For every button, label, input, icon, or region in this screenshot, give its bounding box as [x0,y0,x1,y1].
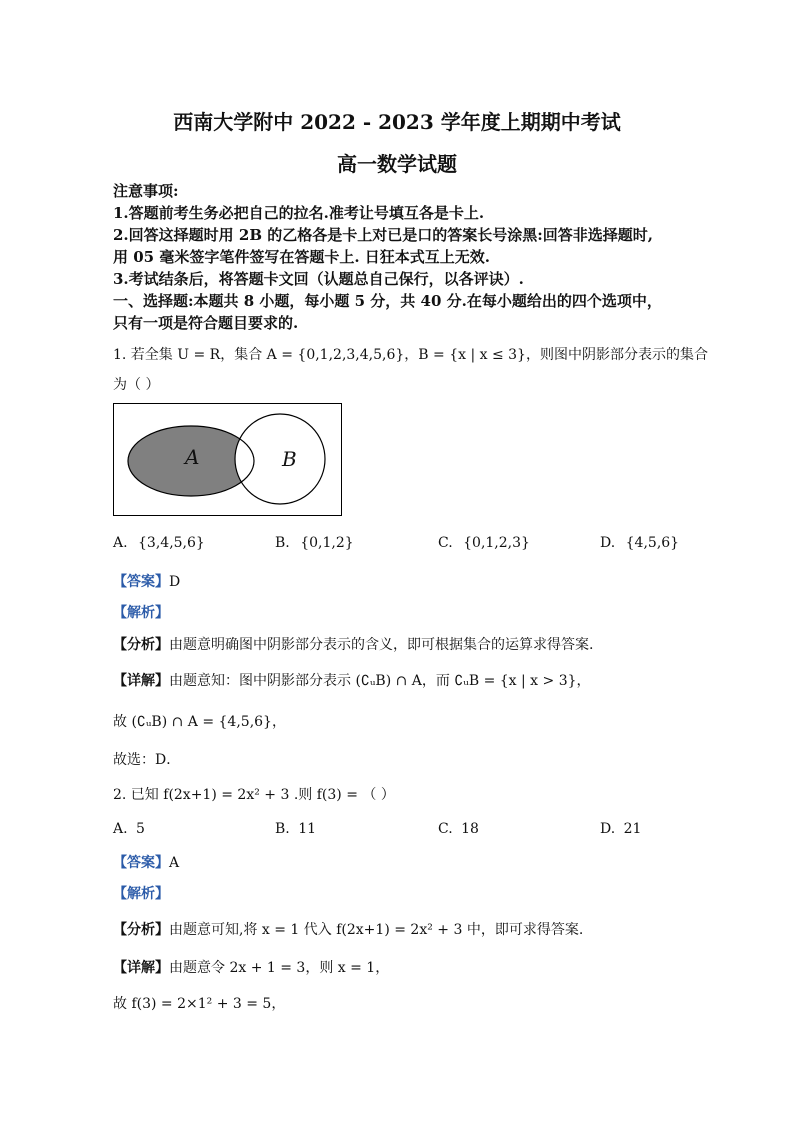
exam-subtitle: 高一数学试题 [337,152,457,176]
q2-answer-value: A [169,855,180,871]
q1-analysis [113,602,169,622]
venn-label-b: B [282,447,297,471]
q1-option-d-letter: D. [600,535,616,551]
q2-option-a-text: 5 [136,821,145,837]
venn-set-b [235,414,325,504]
q1-option-b-letter: B. [275,535,290,551]
q1-option-c [438,535,530,551]
q2-xiangjie-text: 由题意令 2x + 1 = 3，则 x = 1， [169,960,390,976]
answer-tag: 【答案】 [113,574,169,590]
q1-xiangjie-text: 由题意知：图中阴影部分表示 (∁ᵤB) ∩ A，而 ∁ᵤB = {x | x > 3}， [169,673,591,689]
q1-solution-line-3: 故选：D． [113,752,181,768]
q2-option-a-letter: A. [113,821,128,837]
analysis-tag: 【解析】 [113,605,169,621]
q1-option-c-letter: C. [438,535,453,551]
q2-fenxi [113,919,583,939]
q1-option-c-text: {0,1,2,3} [463,535,530,551]
venn-diagram [113,403,345,519]
q2-option-d-letter: D. [600,821,616,837]
section-heading-b: 只有一项是符合题目要求的. [113,314,299,332]
q1-xiangjie [113,670,591,690]
xiangjie-tag: 【详解】 [113,673,169,689]
q2-stem: 2. 已知 f(2x+1) = 2x² + 3 .则 f(3) = （ ） [113,787,395,803]
q1-stem-line-1: 1. 若全集 U = R，集合 A = {0,1,2,3,4,5,6}，B = {x | x ≤ 3}，则图中阴影部分表示的集合 [113,347,708,363]
q1-option-d [600,535,679,551]
q2-option-b-letter: B. [275,821,290,837]
q2-fenxi-text: 由题意可知,将 x = 1 代入 f(2x+1) = 2x² + 3 中，即可求得答案. [169,922,584,938]
q2-option-b-text: 11 [298,821,317,837]
section-heading-a: 一、选择题:本题共 8 小题，每小题 5 分，共 40 分.在每小题给出的四个选项中， [113,292,662,310]
note-3: 3.考试结条后，将答题卡文回（认题总自己保行，以各评诀）. [113,270,524,288]
q2-option-a [113,821,145,837]
note-2b: 用 05 毫米签字笔件签写在答题卡上. 日狂本式互上无效. [113,248,490,266]
q2-analysis [113,883,169,903]
q2-option-b [275,821,316,837]
q1-fenxi-text: 由题意明确图中阴影部分表示的含义，即可根据集合的运算求得答案. [169,637,594,653]
q1-answer-value: D [169,574,181,590]
note-2a: 2.回答这择题时用 2B 的乙格各是卡上对已是口的答案长号涂黑:回答非选择题时, [113,226,653,244]
q1-answer [113,571,180,591]
q1-fenxi [113,634,593,654]
fenxi-tag: 【分析】 [113,637,169,653]
venn-label-a: A [185,445,200,469]
q1-option-b [275,535,354,551]
q2-option-d [600,821,641,837]
q2-xiangjie [113,957,389,977]
fenxi-tag: 【分析】 [113,922,169,938]
answer-tag: 【答案】 [113,855,169,871]
q2-option-c [438,821,479,837]
exam-title: 西南大学附中 2022 - 2023 学年度上期期中考试 [173,110,621,134]
q2-option-c-letter: C. [438,821,453,837]
q1-option-d-text: {4,5,6} [625,535,680,551]
q1-stem-line-2: 为（ ） [113,377,160,393]
q1-option-a-text: {3,4,5,6} [138,535,205,551]
xiangjie-tag: 【详解】 [113,960,169,976]
q1-option-b-text: {0,1,2} [300,535,354,551]
analysis-tag: 【解析】 [113,886,169,902]
q2-answer [113,852,179,872]
notes-heading: 注意事项: [113,182,179,200]
q2-solution-line-2: 故 f(3) = 2×1² + 3 = 5， [113,996,286,1012]
q1-option-a-letter: A. [113,535,128,551]
q1-solution-line-2: 故 (∁ᵤB) ∩ A = {4,5,6}， [113,714,286,730]
q1-option-a [113,535,205,551]
q2-option-d-text: 21 [623,821,642,837]
note-1: 1.答题前考生务必把自己的拉名.准考让号填互各是卡上. [113,204,485,222]
q2-option-c-text: 18 [461,821,479,837]
